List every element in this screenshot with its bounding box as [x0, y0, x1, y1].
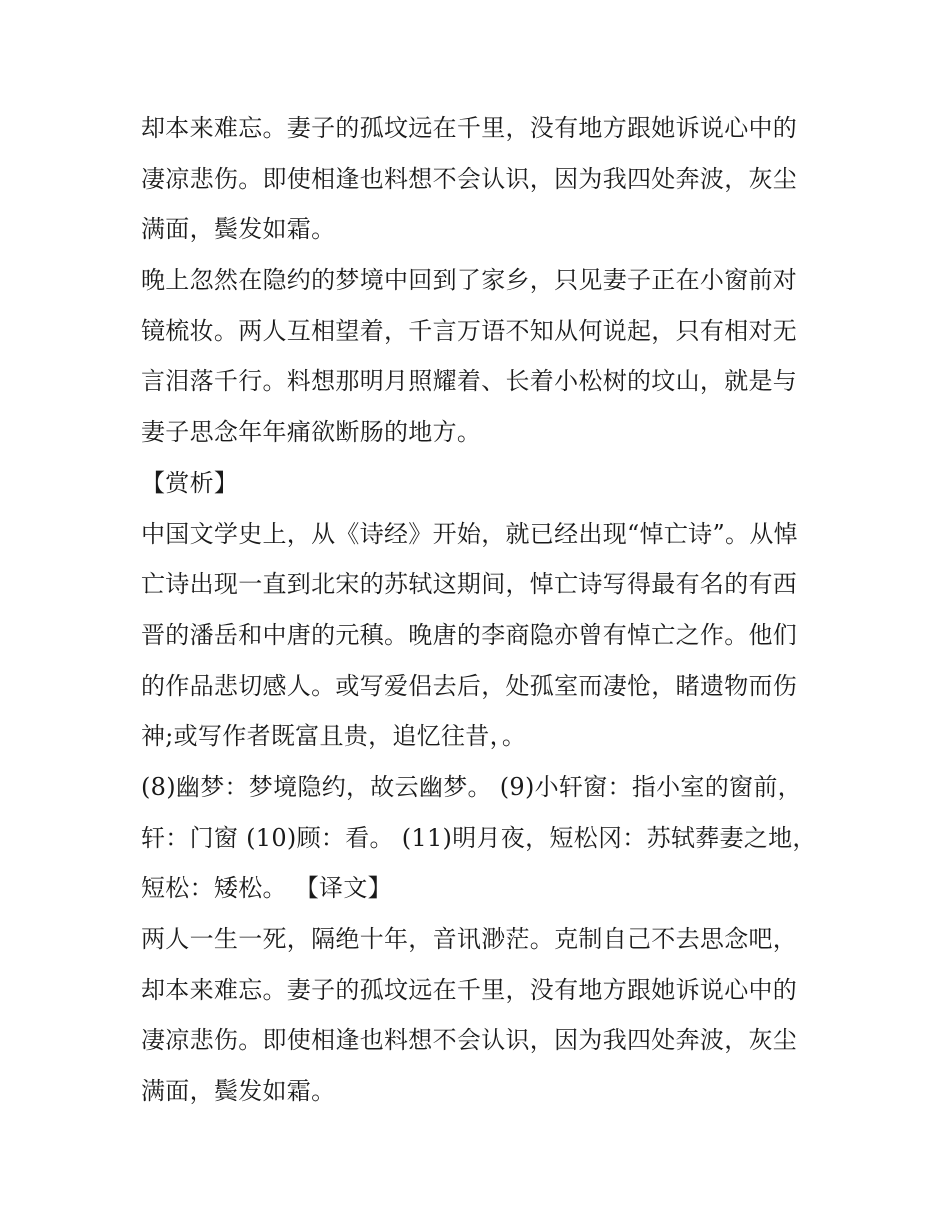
heading-line: 【赏析】 — [141, 468, 239, 497]
text-line: 亡诗出现一直到北宋的苏轼这期间，悼亡诗写得最有名的有西 — [141, 570, 798, 599]
paragraph-dream-return — [141, 255, 821, 458]
paragraph-translation — [141, 914, 821, 1117]
paragraph-appreciation — [141, 509, 821, 762]
text-line: 满面，鬓发如霜。 — [141, 215, 336, 244]
text-line: 两人一生一死，隔绝十年，音讯渺茫。克制自己不去思念吧， — [141, 925, 798, 953]
text-line: 却本来难忘。妻子的孤坟远在千里，没有地方跟她诉说心中的 — [141, 975, 798, 1004]
text-line: 镜梳妆。两人互相望着，千言万语不知从何说起，只有相对无 — [141, 316, 798, 345]
text-line: 短松：矮松。 【译文】 — [141, 874, 392, 903]
text-line: 言泪落千行。料想那明月照耀着、长着小松树的坟山，就是与 — [141, 367, 798, 396]
document-body — [141, 103, 821, 1117]
text-line: 却本来难忘。妻子的孤坟远在千里，没有地方跟她诉说心中的 — [141, 114, 798, 142]
text-line: 中国文学史上，从《诗经》开始，就已经出现“悼亡诗”。从悼 — [141, 519, 798, 548]
text-line: 满面，鬓发如霜。 — [141, 1077, 336, 1106]
text-line: 晚上忽然在隐约的梦境中回到了家乡，只见妻子正在小窗前对 — [141, 266, 798, 295]
text-line: 晋的潘岳和中唐的元稹。晚唐的李商隐亦曾有悼亡之作。他们 — [141, 620, 798, 649]
text-line: 妻子思念年年痛欲断肠的地方。 — [141, 418, 482, 447]
text-line: 的作品悲切感人。或写爱侣去后，处孤室而凄怆，睹遗物而伤 — [141, 671, 798, 700]
text-line: (8)幽梦：梦境隐约，故云幽梦。 (9)小轩窗：指小室的窗前， — [141, 772, 802, 801]
text-line: 神;或写作者既富且贵，追忆往昔，。 — [141, 722, 527, 751]
paragraph-translation-continued — [141, 103, 821, 255]
text-line: 轩：门窗 (10)顾：看。 (11)明月夜，短松冈：苏轼葬妻之地， — [141, 823, 817, 852]
text-line: 凄凉悲伤。即使相逢也料想不会认识，因为我四处奔波，灰尘 — [141, 1026, 798, 1055]
paragraph-annotations — [141, 762, 821, 914]
section-heading-appreciation — [141, 458, 821, 509]
text-line: 凄凉悲伤。即使相逢也料想不会认识，因为我四处奔波，灰尘 — [141, 164, 798, 193]
